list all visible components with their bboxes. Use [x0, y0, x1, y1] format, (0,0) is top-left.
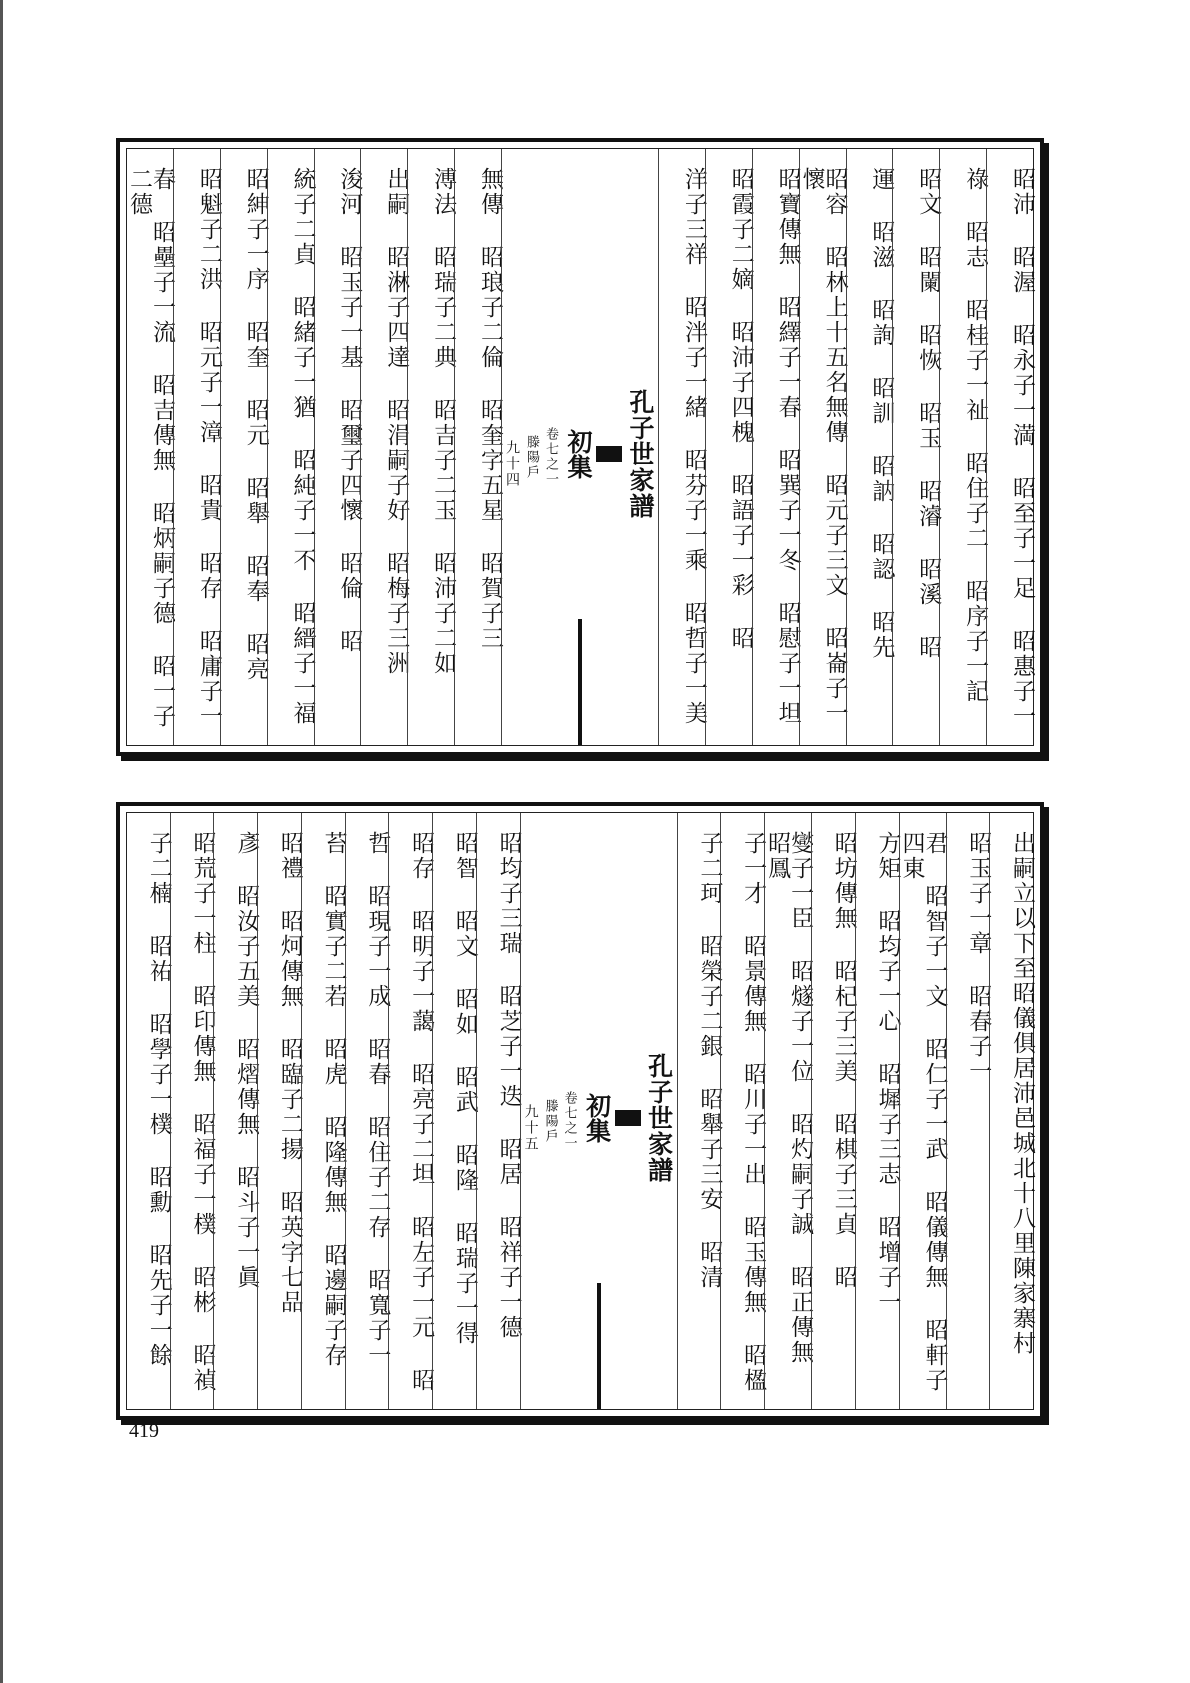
book-volume: 初集 [582, 1093, 612, 1143]
genealogy-column: 哲 昭現子一成 昭春 昭住子二存 昭寬子一 [345, 813, 389, 1409]
genealogy-column: 春 昭壘子一流 昭吉傳無 昭炳嗣子德 昭一子二德 [125, 167, 175, 729]
genealogy-column: 昭魁子二洪 昭元子一漳 昭貴 昭存 昭庸子一 [173, 149, 220, 745]
genealogy-column: 昭均子三瑞 昭芝子一迭 昭居 昭祥子一德 [476, 813, 520, 1409]
chapter-label: 卷七之一 [542, 427, 558, 487]
genealogy-column: 昭禮 昭炣傳無 昭臨子二揚 昭英字七品 [257, 813, 301, 1409]
folio-number: 九十五 [522, 1104, 539, 1152]
genealogy-column: 洋子三祥 昭泮子一緒 昭芬子一乘 昭哲子一美 [658, 149, 705, 745]
genealogy-column: 昭存 昭明子一藹 昭亮子二坦 昭左子一元 昭 [388, 813, 432, 1409]
genealogy-column: 燮子一臣 昭燧子一位 昭灼嗣子誠 昭正傳無 昭鳳 [764, 813, 811, 1409]
book-title: 孔子世家譜 [644, 1053, 674, 1183]
genealogy-column: 苔 昭實子二若 昭虎 昭隆傳無 昭邊嗣子存 [301, 813, 345, 1409]
page-number: 419 [129, 1420, 159, 1442]
genealogy-column: 子二珂 昭榮子二銀 昭舉子三安 昭清 [677, 813, 721, 1409]
genealogy-column: 昭沛 昭渥 昭永子一満 昭至子一足 昭惠子一 [986, 149, 1033, 745]
center-bar [597, 1283, 601, 1409]
genealogy-column: 昭坊傳無 昭杞子三美 昭棋子三貞 昭 [811, 813, 855, 1409]
genealogy-column: 昭紳子一序 昭奎 昭元 昭舉 昭奉 昭亮 [220, 149, 267, 745]
book-volume: 初集 [563, 429, 593, 479]
genealogy-column: 運 昭滋 昭詢 昭訓 昭訥 昭認 昭先 [846, 149, 893, 745]
genealogy-column: 方矩 昭均子一心 昭墀子三志 昭增子一 [855, 813, 899, 1409]
genealogy-column: 出嗣立以下至昭儀俱居沛邑城北十八里陳家寨村 [989, 813, 1033, 1409]
genealogy-column: 祿 昭志 昭桂子一祉 昭住子二 昭序子一記 [939, 149, 986, 745]
upper-page-panel [116, 138, 1044, 756]
fish-tail-mark [615, 1110, 641, 1126]
genealogy-column: 昭荒子一柱 昭印傳無 昭福子一樸 昭彬 昭禎 [170, 813, 214, 1409]
genealogy-column: 出嗣 昭淋子四達 昭涓嗣子好 昭梅子三洲 [360, 149, 407, 745]
genealogy-column: 昭寶傳無 昭繹子一春 昭巽子一冬 昭慰子一坦 [752, 149, 799, 745]
genealogy-column: 彥 昭汝子五美 昭熠傳無 昭斗子一眞 [213, 813, 257, 1409]
house-label: 滕陽戶 [523, 434, 539, 480]
genealogy-column: 子二楠 昭祐 昭學子一樸 昭勳 昭先子一餘 [145, 831, 172, 1368]
fish-tail-mark [596, 446, 622, 462]
book-title: 孔子世家譜 [625, 389, 655, 519]
lower-page-panel [116, 802, 1044, 1420]
genealogy-column: 昭玉子一章 昭春子一 [946, 813, 990, 1409]
genealogy-column: 統子二貞 昭緒子一猶 昭純子一不 昭縉子一福 [267, 149, 314, 745]
book-header-column [520, 813, 677, 1409]
center-bar [578, 619, 582, 745]
scan-gutter-line [0, 0, 3, 1683]
genealogy-column: 無傳 昭琅子二倫 昭奎字五星 昭賀子三 [454, 149, 501, 745]
genealogy-column: 浚河 昭玉子一基 昭璽子四懷 昭倫 昭 [314, 149, 361, 745]
folio-number: 九十四 [503, 440, 520, 488]
genealogy-column: 昭文 昭闌 昭恢 昭玉 昭濬 昭溪 昭 [892, 149, 939, 745]
house-label: 滕陽戶 [542, 1098, 558, 1144]
chapter-label: 卷七之一 [561, 1091, 577, 1151]
genealogy-column: 昭霞子二嫡 昭沛子四槐 昭語子一彩 昭 [705, 149, 752, 745]
genealogy-column: 溥法 昭瑞子二典 昭吉子二玉 昭沛子二如 [407, 149, 454, 745]
genealogy-column: 昭容 昭林上十五名無傳 昭元子三文 昭崙子一懷 [799, 149, 846, 745]
genealogy-column: 子一才 昭景傳無 昭川子一出 昭玉傳無 昭楹 [720, 813, 764, 1409]
genealogy-column: 君 昭智子一文 昭仁子一武 昭儀傳無 昭軒子四東 [899, 813, 946, 1409]
book-header-column [501, 149, 658, 745]
genealogy-column: 昭智 昭文 昭如 昭武 昭隆 昭瑞子一得 [432, 813, 476, 1409]
